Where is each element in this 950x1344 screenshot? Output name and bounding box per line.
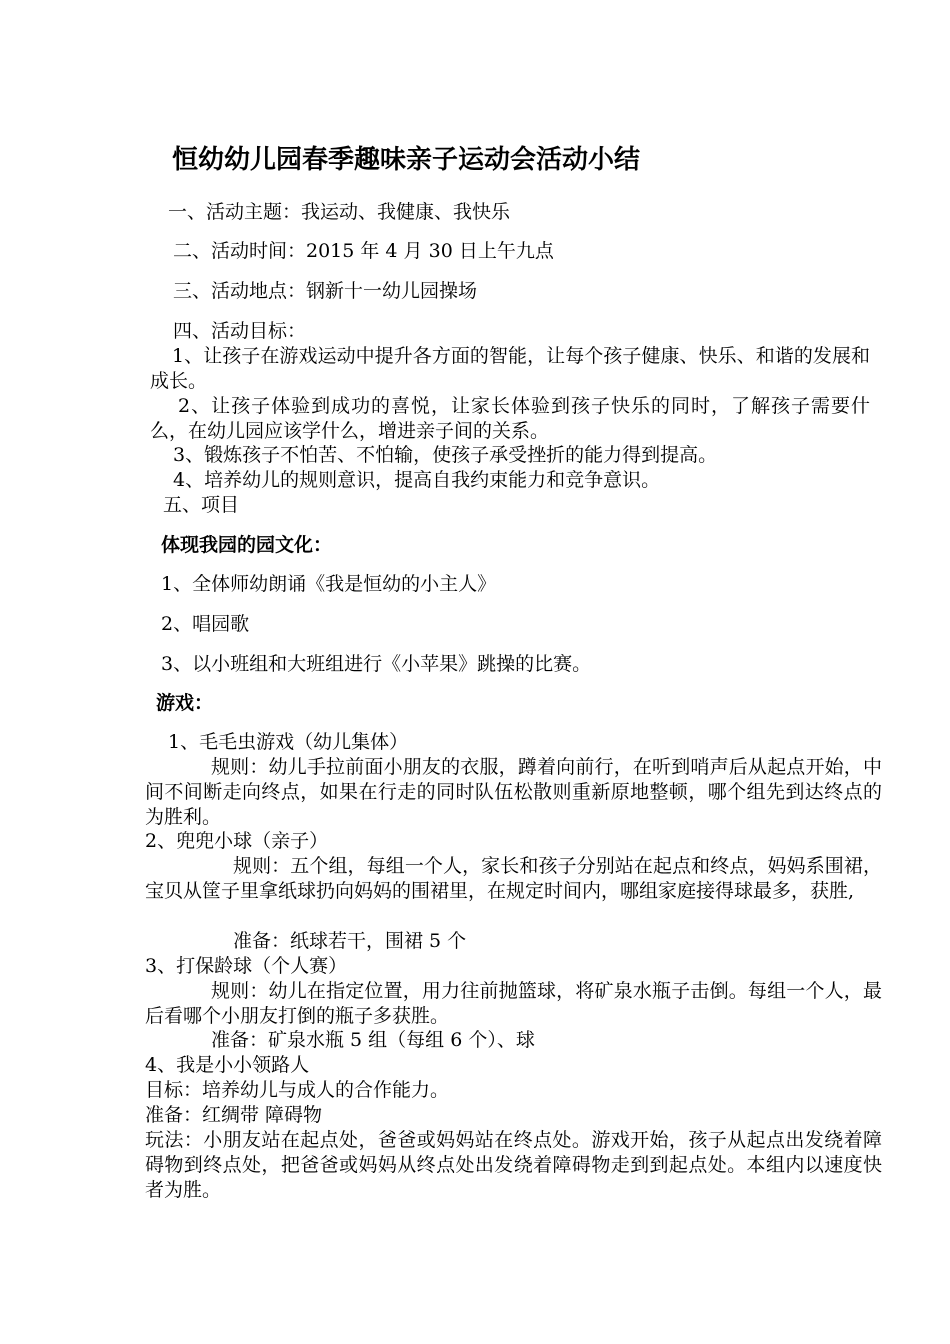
goals-heading: 四、活动目标： [173,320,307,342]
goal-item-2: 2、让孩子体验到成功的喜悦，让家长体验到孩子快乐的同时，了解孩子需要什么，在幼儿园应该学什么，增进亲子间的关系。 [150,395,870,442]
game-4-title: 4、我是小小领路人 [145,1054,310,1076]
games-heading: 游戏： [156,692,214,714]
game-3-prep: 准备：矿泉水瓶 5 组（每组 6 个）、球 [211,1029,535,1051]
document-title: 恒幼幼儿园春季趣味亲子运动会活动小结 [172,145,641,175]
game-1-title: 1、毛毛虫游戏（幼儿集体） [168,731,409,753]
goal-item-4: 4、培养幼儿的规则意识，提高自我约束能力和竞争意识。 [173,469,661,491]
items-heading: 五、项目 [163,494,240,516]
game-4-play: 玩法：小朋友站在起点处，爸爸或妈妈站在终点处。游戏开始，孩子从起点出发绕着障碍物到终点处，把爸爸或妈妈从终点处出发绕着障碍物走到到起点处。本组内以速度快者为胜。 [145,1129,882,1201]
activity-time: 二、活动时间：2015 年 4 月 30 日上午九点 [173,240,554,262]
activity-theme: 一、活动主题：我运动、我健康、我快乐 [168,201,511,223]
game-3-title: 3、打保龄球（个人赛） [145,955,348,977]
game-3-rule: 规则：幼儿在指定位置，用力往前抛篮球，将矿泉水瓶子击倒。每组一个人，最后看哪个小朋友打倒的瓶子多获胜。 [145,980,882,1027]
game-2-prep: 准备：纸球若干，围裙 5 个 [233,930,467,952]
game-4-goal: 目标：培养幼儿与成人的合作能力。 [145,1079,450,1101]
goal-item-3: 3、锻炼孩子不怕苦、不怕输，使孩子承受挫折的能力得到提高。 [173,444,718,466]
culture-item-3: 3、以小班组和大班组进行《小苹果》跳操的比赛。 [161,653,592,675]
game-2-rule: 规则：五个组，每组一个人，家长和孩子分别站在起点和终点，妈妈系围裙，宝贝从筐子里拿纸球扔向妈妈的围裙里，在规定时间内，哪组家庭接得球最多，获胜, [145,855,882,902]
culture-item-2: 2、唱园歌 [161,613,250,635]
culture-heading: 体现我园的园文化： [161,534,333,556]
culture-item-1: 1、全体师幼朗诵《我是恒幼的小主人》 [161,573,497,595]
game-1-rule: 规则：幼儿手拉前面小朋友的衣服，蹲着向前行，在听到哨声后从起点开始，中间不间断走向终点，如果在行走的同时队伍松散则重新原地整顿，哪个组先到达终点的为胜利。 [145,756,882,828]
game-4-prep: 准备：红绸带 障碍物 [145,1104,323,1126]
activity-place: 三、活动地点：钢新十一幼儿园操场 [173,280,478,302]
goal-item-1: 1、让孩子在游戏运动中提升各方面的智能，让每个孩子健康、快乐、和谐的发展和成长。 [150,345,870,392]
game-2-title: 2、兜兜小球（亲子） [145,830,329,852]
